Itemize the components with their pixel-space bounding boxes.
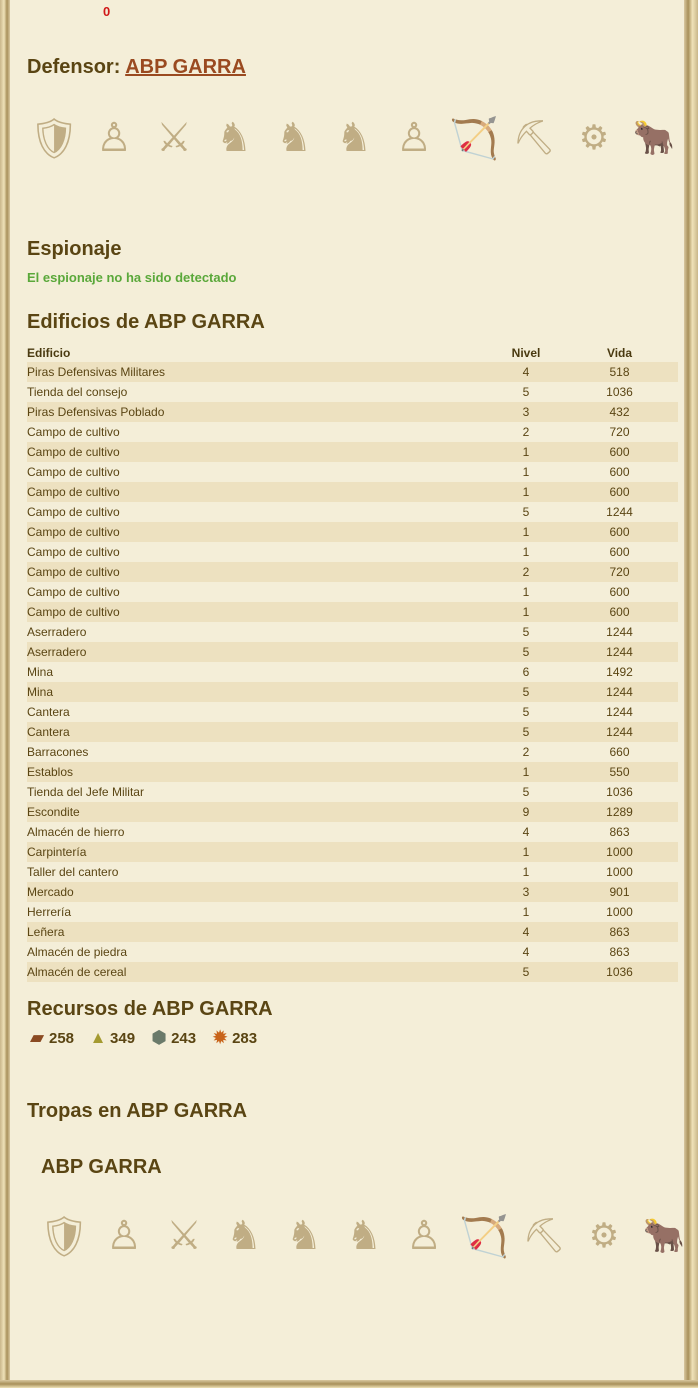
resource-value: 258 (49, 1029, 75, 1047)
building-level-cell: 1 (491, 482, 561, 502)
building-name-cell: Campo de cultivo (27, 482, 491, 502)
building-name-cell: Campo de cultivo (27, 505, 120, 519)
building-life-cell: 1289 (561, 802, 678, 822)
centurion-icon: ⚔ (156, 116, 192, 160)
building-life-cell: 1244 (561, 682, 678, 702)
building-name-cell: Taller del cantero (27, 865, 119, 879)
building-life-cell: 901 (561, 882, 678, 902)
building-life-cell: 660 (609, 745, 630, 759)
table-header-row (27, 343, 678, 362)
archer-icon: 🏹 (449, 116, 499, 161)
building-life-cell: 600 (561, 482, 678, 502)
espionage-message: El espionaje no ha sido detectado (27, 270, 237, 285)
building-name-cell: Campo de cultivo (27, 425, 120, 439)
table-row (27, 522, 678, 542)
table-row (27, 802, 678, 822)
table-row (27, 442, 678, 462)
building-life-cell: 600 (561, 522, 678, 542)
table-row (27, 962, 678, 982)
table-row (27, 722, 678, 742)
building-level-cell: 5 (522, 705, 530, 719)
buildings-title: Edificios de ABP GARRA (27, 311, 265, 333)
building-life-cell: 1492 (606, 665, 633, 679)
building-name-cell: Escondite (27, 802, 491, 822)
table-row (27, 682, 678, 702)
building-level-cell: 1 (491, 442, 561, 462)
building-level-cell: 1 (522, 545, 530, 559)
building-name-cell: Cantera (27, 722, 491, 742)
building-level-cell: 1 (522, 465, 530, 479)
col-header-life: Vida (606, 345, 633, 360)
building-life-cell: 432 (561, 402, 678, 422)
building-name-cell: Campo de cultivo (27, 545, 120, 559)
troops-owner-title: ABP GARRA (41, 1156, 162, 1178)
building-level-cell: 2 (522, 745, 530, 759)
table-row (27, 842, 678, 862)
building-level-cell: 1 (522, 865, 530, 879)
table-row (27, 922, 678, 942)
light-cavalry-icon: ♞ (216, 116, 252, 160)
building-life-cell: 720 (609, 425, 630, 439)
spearman-icon: ♙ (406, 1214, 442, 1258)
building-name-cell: Establos (27, 762, 491, 782)
stone-icon: ⬢ (151, 1028, 167, 1047)
table-row (27, 482, 678, 502)
table-row (27, 462, 678, 482)
building-life-cell: 600 (609, 585, 630, 599)
resources-title: Recursos de ABP GARRA (27, 998, 273, 1020)
building-name-cell: Mina (27, 665, 54, 679)
building-level-cell: 5 (522, 785, 530, 799)
building-name-cell: Aserradero (27, 625, 87, 639)
bottom-frame (0, 1380, 698, 1388)
resources-list (27, 1028, 257, 1048)
building-name-cell: Campo de cultivo (27, 522, 491, 542)
resource-item (149, 1028, 196, 1048)
building-level-cell: 5 (491, 962, 561, 982)
building-life-cell: 1244 (606, 625, 633, 639)
buildings-table (27, 343, 678, 982)
building-life-cell: 550 (561, 762, 678, 782)
building-level-cell: 5 (522, 505, 530, 519)
building-level-cell: 2 (491, 562, 561, 582)
building-level-cell: 4 (522, 825, 530, 839)
building-level-cell: 3 (491, 882, 561, 902)
building-name-cell: Tienda del consejo (27, 385, 128, 399)
table-row (27, 602, 678, 622)
building-level-cell: 1 (491, 602, 561, 622)
defender-units (27, 96, 681, 180)
resource-item (88, 1028, 135, 1048)
building-life-cell: 863 (609, 945, 630, 959)
table-row (27, 562, 678, 582)
defender-label: Defensor: (27, 56, 121, 78)
building-level-cell: 4 (491, 362, 561, 382)
table-row (27, 502, 678, 522)
building-life-cell: 1244 (606, 505, 633, 519)
left-frame (0, 0, 10, 1388)
building-life-cell: 1000 (606, 905, 633, 919)
table-row (27, 862, 678, 882)
building-name-cell: Campo de cultivo (27, 585, 120, 599)
building-name-cell: Almacén de piedra (27, 945, 128, 959)
food-icon: ▲ (89, 1028, 107, 1047)
archer-icon: 🏹 (459, 1214, 509, 1259)
building-level-cell: 5 (522, 625, 530, 639)
table-row (27, 642, 678, 662)
building-level-cell: 1 (491, 762, 561, 782)
table-row (27, 362, 678, 382)
table-row (27, 942, 678, 962)
table-row (27, 762, 678, 782)
resource-value: 283 (232, 1029, 258, 1047)
espionage-title: Espionaje (27, 238, 122, 260)
defender-link[interactable]: ABP GARRA (125, 56, 246, 78)
table-row (27, 662, 678, 682)
building-level-cell: 1 (522, 585, 530, 599)
building-level-cell: 5 (491, 642, 561, 662)
table-row (27, 402, 678, 422)
building-life-cell: 600 (609, 465, 630, 479)
table-row (27, 782, 678, 802)
resource-item (27, 1028, 74, 1048)
legionary-icon: 🛡 (38, 1214, 90, 1259)
troop-units (37, 1194, 691, 1278)
building-name-cell: Campo de cultivo (27, 562, 491, 582)
building-name-cell: Campo de cultivo (27, 602, 491, 622)
building-life-cell: 600 (561, 442, 678, 462)
table-row (27, 382, 678, 402)
ram-icon: ⛏ (522, 1217, 566, 1255)
spearman-icon: ♙ (396, 116, 432, 160)
building-name-cell: Aserradero (27, 642, 491, 662)
building-life-cell: 1036 (606, 785, 633, 799)
wood-icon: ▰ (30, 1028, 44, 1047)
building-level-cell: 2 (522, 425, 530, 439)
resource-value: 243 (171, 1029, 197, 1047)
table-row (27, 882, 678, 902)
building-level-cell: 1 (491, 522, 561, 542)
building-level-cell: 9 (491, 802, 561, 822)
building-level-cell: 5 (491, 682, 561, 702)
cavalry-icon: ♞ (286, 1214, 322, 1258)
building-name-cell: Mercado (27, 882, 491, 902)
building-life-cell: 1244 (606, 705, 633, 719)
building-name-cell: Piras Defensivas Militares (27, 362, 491, 382)
table-row (27, 902, 678, 922)
centurion-icon: ⚔ (166, 1214, 202, 1258)
building-name-cell: Herrería (27, 905, 72, 919)
building-name-cell: Almacén de cereal (27, 962, 491, 982)
building-level-cell: 1 (522, 905, 530, 919)
building-life-cell: 720 (561, 562, 678, 582)
col-header-level: Nivel (511, 345, 541, 360)
wagon-icon: 🐂 (632, 119, 676, 157)
building-life-cell: 1000 (606, 865, 633, 879)
heavy-cavalry-icon: ♞ (346, 1214, 382, 1258)
building-life-cell: 1036 (606, 385, 633, 399)
wagon-icon: 🐂 (642, 1217, 686, 1255)
building-life-cell: 1244 (561, 642, 678, 662)
iron-icon: ✹ (212, 1028, 228, 1047)
building-name-cell: Piras Defensivas Poblado (27, 402, 491, 422)
resource-value: 349 (110, 1029, 136, 1047)
catapult-icon: ⚙ (588, 1217, 620, 1255)
building-level-cell: 6 (522, 665, 530, 679)
building-level-cell: 5 (522, 385, 530, 399)
building-life-cell: 863 (609, 825, 630, 839)
building-name-cell: Mina (27, 682, 491, 702)
resource-item (210, 1028, 257, 1048)
building-life-cell: 1036 (561, 962, 678, 982)
building-level-cell: 4 (491, 922, 561, 942)
legionary-icon: 🛡 (28, 116, 80, 161)
table-row (27, 542, 678, 562)
building-name-cell: Carpintería (27, 842, 491, 862)
hastatus-icon: ♙ (96, 116, 132, 160)
heavy-cavalry-icon: ♞ (336, 116, 372, 160)
right-frame (684, 0, 698, 1388)
building-life-cell: 600 (609, 545, 630, 559)
building-name-cell: Campo de cultivo (27, 465, 120, 479)
cavalry-icon: ♞ (276, 116, 312, 160)
hastatus-icon: ♙ (106, 1214, 142, 1258)
building-level-cell: 4 (522, 945, 530, 959)
building-level-cell: 5 (491, 722, 561, 742)
table-row (27, 622, 678, 642)
defender-heading (27, 56, 246, 79)
building-name-cell: Cantera (27, 705, 70, 719)
building-life-cell: 518 (561, 362, 678, 382)
table-row (27, 742, 678, 762)
building-name-cell: Tienda del Jefe Militar (27, 785, 144, 799)
catapult-icon: ⚙ (578, 119, 610, 157)
col-header-building: Edificio (27, 345, 71, 360)
light-cavalry-icon: ♞ (226, 1214, 262, 1258)
building-level-cell: 1 (491, 842, 561, 862)
building-name-cell: Almacén de hierro (27, 825, 125, 839)
building-life-cell: 863 (561, 922, 678, 942)
building-life-cell: 1244 (561, 722, 678, 742)
building-name-cell: Campo de cultivo (27, 442, 491, 462)
building-name-cell: Leñera (27, 922, 491, 942)
troops-title: Tropas en ABP GARRA (27, 1100, 248, 1122)
building-name-cell: Barracones (27, 745, 89, 759)
building-life-cell: 1000 (561, 842, 678, 862)
table-row (27, 422, 678, 442)
ram-icon: ⛏ (512, 119, 556, 157)
building-life-cell: 600 (561, 602, 678, 622)
table-row (27, 582, 678, 602)
table-row (27, 702, 678, 722)
building-level-cell: 3 (491, 402, 561, 422)
table-row (27, 822, 678, 842)
counter: 0 (103, 4, 111, 19)
